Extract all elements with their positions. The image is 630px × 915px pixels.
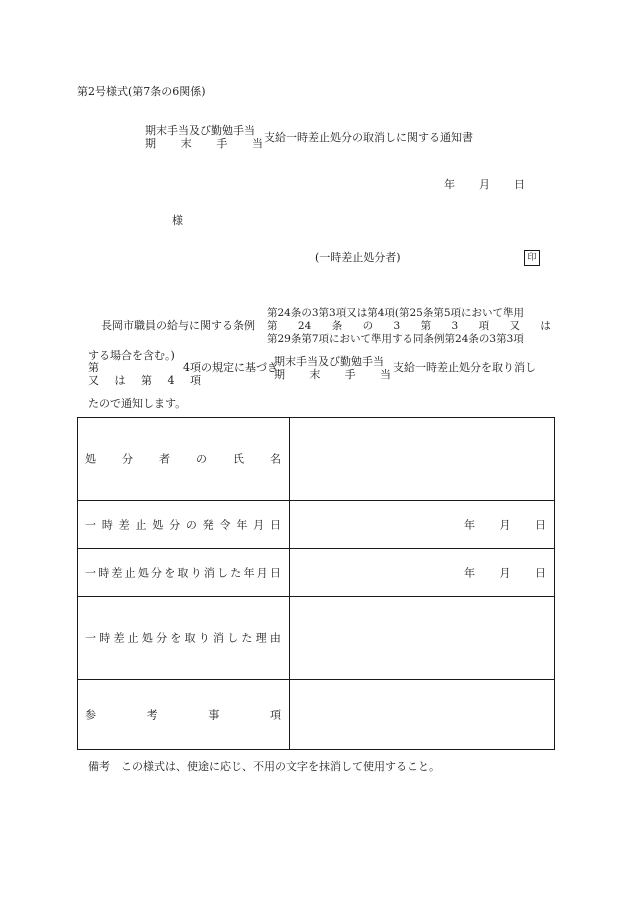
clause-a-left: 第 4 <box>88 361 190 374</box>
disposer-name-field[interactable] <box>290 418 555 501</box>
table-row <box>78 680 555 750</box>
title-line-2: 期 末 手 当 <box>145 137 263 150</box>
action-text: 支給一時差止処分を取り消し <box>393 361 536 374</box>
issue-date-field[interactable]: 年 月 日 <box>290 501 555 549</box>
allowance-line-1: 期末手当及び勤勉手当 <box>274 355 384 368</box>
cancel-reason-field[interactable] <box>290 597 555 680</box>
article-alt-1: 第24条の3第3項又は第4項(第25条第5項において準用 <box>267 307 525 319</box>
closing-text: たので通知します。 <box>88 397 187 410</box>
table-row <box>78 549 555 597</box>
table-row <box>78 597 555 680</box>
table-row <box>78 418 555 501</box>
allowance-line-2: 期 末 手 当 <box>274 368 391 381</box>
details-table <box>77 417 555 750</box>
form-number: 第2号様式(第7条の6関係) <box>77 85 206 98</box>
title-suffix: 支給一時差止処分の取消しに関する通知書 <box>264 131 473 144</box>
cancel-date-field[interactable]: 年 月 日 <box>290 549 555 597</box>
issuer-label: (一時差止処分者) <box>315 251 401 264</box>
case-note: する場合を含む。) <box>88 349 175 362</box>
row-label-reference: 参 考 事 項 <box>78 680 290 750</box>
article-alt-3: 第29条第7項において準用する同条例第24条の3第3項 <box>267 333 524 345</box>
article-alt-2: 第 24 条 の 3 第 3 項 又 は <box>267 320 551 332</box>
row-label-cancel-date: 一 時 差 止 処 分 を 取 り 消 し た 年 月 日 <box>78 549 290 597</box>
issue-date: 年 月 日 <box>444 178 525 191</box>
table-row <box>78 501 555 549</box>
row-label-cancel-reason: 一 時 差 止 処 分 を 取 り 消 し た 理 由 <box>78 597 290 680</box>
seal-mark: 印 <box>524 250 540 266</box>
clause-a-right: 項の規定に基づき <box>190 361 278 374</box>
row-label-issue-date: 一 時 差 止 処 分 の 発 令 年 月 日 <box>78 501 290 549</box>
title-line-1: 期末手当及び勤勉手当 <box>145 124 255 137</box>
reference-field[interactable] <box>290 680 555 750</box>
remarks: 備考 この様式は、使途に応じ、不用の文字を抹消して使用すること。 <box>88 760 440 773</box>
ordinance-name: 長岡市職員の給与に関する条例 <box>101 319 255 332</box>
clause-b: 又 は 第 4 項 <box>88 374 201 387</box>
row-label-disposer-name: 処 分 者 の 氏 名 <box>78 418 290 501</box>
addressee-suffix: 様 <box>172 214 183 227</box>
